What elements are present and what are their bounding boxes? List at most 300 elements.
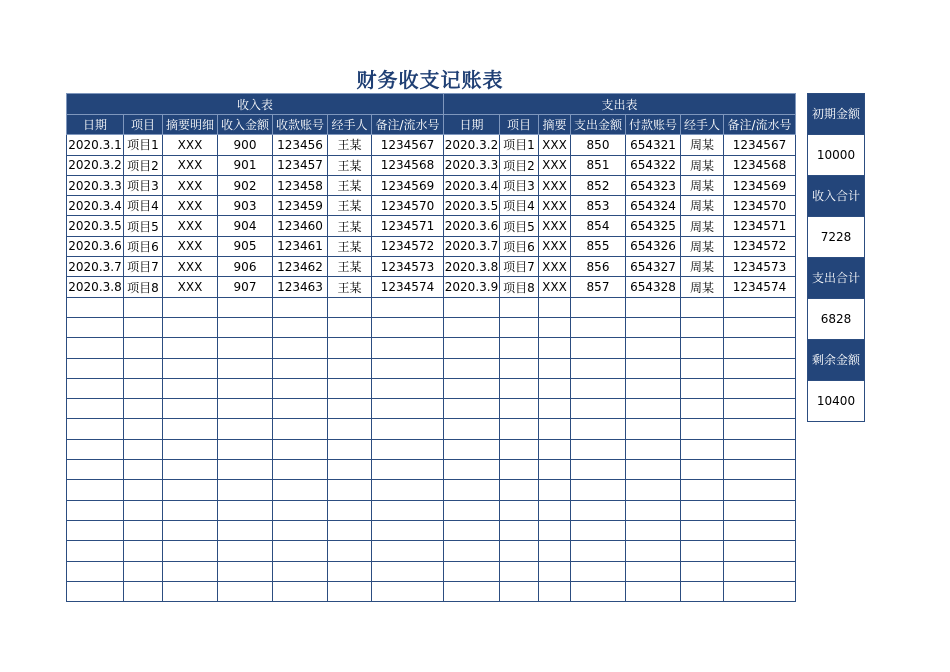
income-cell[interactable] [67,338,124,358]
expense-cell[interactable] [539,520,571,540]
income-cell[interactable] [218,297,273,317]
income-cell[interactable] [328,520,372,540]
income-cell[interactable] [67,378,124,398]
expense-cell[interactable] [681,358,724,378]
expense-cell[interactable] [571,338,626,358]
expense-cell[interactable]: 654322 [626,155,681,175]
expense-cell[interactable]: XXX [539,257,571,277]
expense-cell[interactable]: XXX [539,196,571,216]
income-cell[interactable] [328,561,372,581]
income-cell[interactable] [273,338,328,358]
expense-cell[interactable]: 654327 [626,257,681,277]
expense-cell[interactable] [681,399,724,419]
income-cell[interactable]: XXX [163,196,218,216]
income-cell[interactable] [328,399,372,419]
income-cell[interactable] [372,378,444,398]
income-cell[interactable] [273,317,328,337]
income-cell[interactable] [372,317,444,337]
expense-cell[interactable] [500,439,539,459]
income-cell[interactable] [163,581,218,601]
income-cell[interactable] [273,541,328,561]
expense-cell[interactable] [539,378,571,398]
expense-cell[interactable] [626,520,681,540]
income-cell[interactable] [67,561,124,581]
income-cell[interactable]: XXX [163,236,218,256]
income-cell[interactable] [67,358,124,378]
expense-cell[interactable]: 项目3 [500,175,539,195]
expense-cell[interactable] [500,480,539,500]
expense-cell[interactable]: 2020.3.4 [444,175,500,195]
expense-cell[interactable] [571,500,626,520]
expense-cell[interactable] [444,541,500,561]
income-cell[interactable]: 902 [218,175,273,195]
expense-cell[interactable]: XXX [539,236,571,256]
expense-cell[interactable]: 项目7 [500,257,539,277]
income-cell[interactable] [328,358,372,378]
income-cell[interactable]: 123458 [273,175,328,195]
expense-cell[interactable]: 654326 [626,236,681,256]
expense-cell[interactable] [724,399,796,419]
expense-cell[interactable] [444,561,500,581]
income-cell[interactable] [67,581,124,601]
income-cell[interactable] [372,541,444,561]
income-cell[interactable] [372,520,444,540]
income-cell[interactable] [163,338,218,358]
income-cell[interactable]: 2020.3.6 [67,236,124,256]
income-cell[interactable]: 1234570 [372,196,444,216]
income-cell[interactable] [273,500,328,520]
income-cell[interactable] [328,500,372,520]
income-cell[interactable] [372,500,444,520]
expense-cell[interactable] [626,480,681,500]
expense-cell[interactable]: 周某 [681,155,724,175]
expense-cell[interactable]: 856 [571,257,626,277]
expense-cell[interactable] [724,460,796,480]
expense-cell[interactable]: 项目8 [500,277,539,297]
income-cell[interactable] [273,297,328,317]
expense-cell[interactable] [571,520,626,540]
income-cell[interactable] [372,581,444,601]
expense-cell[interactable]: 654325 [626,216,681,236]
income-cell[interactable] [163,520,218,540]
expense-cell[interactable] [444,358,500,378]
expense-cell[interactable] [571,460,626,480]
expense-cell[interactable]: 1234573 [724,257,796,277]
expense-cell[interactable]: 2020.3.8 [444,257,500,277]
income-cell[interactable] [163,460,218,480]
expense-cell[interactable] [500,338,539,358]
income-total-value[interactable]: 7228 [808,217,864,258]
income-cell[interactable]: 项目7 [124,257,163,277]
income-cell[interactable] [67,541,124,561]
income-cell[interactable]: 123459 [273,196,328,216]
expense-cell[interactable]: 1234568 [724,155,796,175]
income-cell[interactable]: 王某 [328,135,372,155]
income-cell[interactable] [328,460,372,480]
expense-cell[interactable]: 857 [571,277,626,297]
expense-cell[interactable] [539,480,571,500]
expense-cell[interactable] [626,419,681,439]
income-cell[interactable] [124,338,163,358]
income-cell[interactable] [124,378,163,398]
income-cell[interactable] [163,317,218,337]
income-cell[interactable] [328,419,372,439]
income-cell[interactable]: XXX [163,277,218,297]
income-cell[interactable]: 900 [218,135,273,155]
income-cell[interactable] [163,419,218,439]
income-cell[interactable]: XXX [163,155,218,175]
income-cell[interactable] [124,439,163,459]
income-cell[interactable]: 2020.3.5 [67,216,124,236]
income-cell[interactable]: 123462 [273,257,328,277]
expense-cell[interactable] [539,500,571,520]
income-cell[interactable]: 王某 [328,155,372,175]
expense-cell[interactable] [444,378,500,398]
expense-cell[interactable] [539,419,571,439]
expense-cell[interactable]: 周某 [681,277,724,297]
expense-cell[interactable]: 2020.3.5 [444,196,500,216]
expense-cell[interactable] [724,480,796,500]
expense-cell[interactable] [681,520,724,540]
expense-cell[interactable] [626,500,681,520]
expense-cell[interactable]: XXX [539,155,571,175]
income-cell[interactable] [273,399,328,419]
expense-cell[interactable] [444,520,500,540]
expense-cell[interactable] [724,358,796,378]
expense-cell[interactable]: 2020.3.9 [444,277,500,297]
expense-cell[interactable] [500,500,539,520]
expense-cell[interactable] [724,541,796,561]
income-cell[interactable]: 1234574 [372,277,444,297]
expense-cell[interactable] [500,317,539,337]
expense-cell[interactable] [681,297,724,317]
expense-cell[interactable]: 项目6 [500,236,539,256]
income-cell[interactable]: 2020.3.2 [67,155,124,175]
income-cell[interactable] [163,561,218,581]
income-cell[interactable]: 1234569 [372,175,444,195]
income-cell[interactable] [218,439,273,459]
income-cell[interactable] [328,439,372,459]
income-cell[interactable] [372,338,444,358]
income-cell[interactable]: 王某 [328,216,372,236]
expense-cell[interactable] [626,297,681,317]
expense-cell[interactable] [724,439,796,459]
income-cell[interactable] [163,399,218,419]
expense-cell[interactable] [626,460,681,480]
income-cell[interactable] [124,581,163,601]
income-cell[interactable] [273,378,328,398]
income-cell[interactable] [124,561,163,581]
expense-cell[interactable] [571,581,626,601]
income-cell[interactable] [218,541,273,561]
expense-cell[interactable] [571,378,626,398]
income-cell[interactable] [372,460,444,480]
income-cell[interactable]: 904 [218,216,273,236]
income-cell[interactable]: 903 [218,196,273,216]
expense-cell[interactable] [724,419,796,439]
income-cell[interactable] [218,500,273,520]
expense-cell[interactable] [681,541,724,561]
expense-cell[interactable]: 654328 [626,277,681,297]
expense-cell[interactable] [724,338,796,358]
income-cell[interactable] [273,561,328,581]
income-cell[interactable]: 项目6 [124,236,163,256]
income-cell[interactable] [218,581,273,601]
expense-cell[interactable] [539,439,571,459]
income-cell[interactable]: 项目5 [124,216,163,236]
expense-cell[interactable] [539,581,571,601]
expense-cell[interactable]: 项目1 [500,135,539,155]
expense-cell[interactable] [571,439,626,459]
expense-cell[interactable]: 周某 [681,175,724,195]
expense-cell[interactable] [724,500,796,520]
income-cell[interactable] [67,460,124,480]
expense-cell[interactable]: XXX [539,135,571,155]
expense-cell[interactable] [626,439,681,459]
income-cell[interactable] [163,480,218,500]
income-cell[interactable] [124,317,163,337]
expense-cell[interactable] [500,520,539,540]
income-cell[interactable] [328,581,372,601]
income-cell[interactable] [124,520,163,540]
expense-cell[interactable] [539,317,571,337]
expense-cell[interactable] [539,561,571,581]
income-cell[interactable]: 123460 [273,216,328,236]
expense-cell[interactable] [500,541,539,561]
expense-cell[interactable] [681,338,724,358]
expense-cell[interactable]: 1234569 [724,175,796,195]
expense-cell[interactable] [539,297,571,317]
income-cell[interactable] [67,317,124,337]
expense-cell[interactable] [681,581,724,601]
income-cell[interactable] [163,500,218,520]
income-cell[interactable] [67,419,124,439]
income-cell[interactable] [67,297,124,317]
income-cell[interactable] [218,480,273,500]
income-cell[interactable]: XXX [163,257,218,277]
expense-cell[interactable] [626,317,681,337]
income-cell[interactable] [124,541,163,561]
expense-cell[interactable] [571,561,626,581]
expense-cell[interactable] [500,297,539,317]
expense-cell[interactable] [539,460,571,480]
income-cell[interactable]: 123461 [273,236,328,256]
income-cell[interactable]: 2020.3.3 [67,175,124,195]
expense-cell[interactable]: 2020.3.2 [444,135,500,155]
expense-cell[interactable] [571,297,626,317]
income-cell[interactable] [328,297,372,317]
income-cell[interactable]: 1234572 [372,236,444,256]
expense-cell[interactable] [626,561,681,581]
expense-cell[interactable] [681,500,724,520]
income-cell[interactable]: 123457 [273,155,328,175]
income-cell[interactable] [124,358,163,378]
expense-cell[interactable] [539,541,571,561]
income-cell[interactable] [273,480,328,500]
expense-cell[interactable] [681,317,724,337]
expense-cell[interactable]: 853 [571,196,626,216]
income-cell[interactable] [124,460,163,480]
income-cell[interactable] [163,297,218,317]
remaining-balance-value[interactable]: 10400 [808,381,864,422]
expense-cell[interactable]: XXX [539,175,571,195]
expense-cell[interactable] [681,419,724,439]
expense-cell[interactable] [444,399,500,419]
income-cell[interactable] [273,460,328,480]
income-cell[interactable] [163,439,218,459]
income-cell[interactable] [372,419,444,439]
expense-cell[interactable]: 850 [571,135,626,155]
expense-cell[interactable]: 项目4 [500,196,539,216]
expense-cell[interactable]: 2020.3.6 [444,216,500,236]
expense-cell[interactable]: 周某 [681,135,724,155]
expense-cell[interactable] [444,338,500,358]
income-cell[interactable]: 项目8 [124,277,163,297]
expense-cell[interactable] [724,561,796,581]
income-cell[interactable]: 1234567 [372,135,444,155]
expense-cell[interactable]: XXX [539,277,571,297]
expense-cell[interactable] [626,338,681,358]
expense-cell[interactable] [571,317,626,337]
income-cell[interactable]: 项目1 [124,135,163,155]
income-cell[interactable] [67,520,124,540]
income-cell[interactable] [273,419,328,439]
income-cell[interactable] [273,358,328,378]
income-cell[interactable] [124,500,163,520]
expense-cell[interactable] [626,358,681,378]
income-cell[interactable] [372,399,444,419]
expense-cell[interactable] [539,399,571,419]
income-cell[interactable]: 901 [218,155,273,175]
income-cell[interactable] [328,378,372,398]
expense-total-value[interactable]: 6828 [808,299,864,340]
expense-cell[interactable] [724,581,796,601]
income-cell[interactable] [328,480,372,500]
income-cell[interactable] [124,399,163,419]
income-cell[interactable]: 2020.3.4 [67,196,124,216]
income-cell[interactable] [273,581,328,601]
expense-cell[interactable] [626,378,681,398]
expense-cell[interactable] [444,297,500,317]
expense-cell[interactable]: 852 [571,175,626,195]
expense-cell[interactable]: 周某 [681,257,724,277]
expense-cell[interactable]: 项目2 [500,155,539,175]
income-cell[interactable] [372,480,444,500]
income-cell[interactable] [273,439,328,459]
income-cell[interactable] [124,480,163,500]
expense-cell[interactable]: 1234571 [724,216,796,236]
expense-cell[interactable]: 854 [571,216,626,236]
income-cell[interactable] [218,399,273,419]
income-cell[interactable] [328,338,372,358]
income-cell[interactable] [218,460,273,480]
income-cell[interactable]: XXX [163,135,218,155]
income-cell[interactable]: 王某 [328,236,372,256]
expense-cell[interactable]: 1234572 [724,236,796,256]
income-cell[interactable]: XXX [163,216,218,236]
income-cell[interactable] [218,520,273,540]
expense-cell[interactable] [724,297,796,317]
expense-cell[interactable]: 2020.3.3 [444,155,500,175]
expense-cell[interactable] [444,419,500,439]
expense-cell[interactable] [500,460,539,480]
income-cell[interactable]: 项目2 [124,155,163,175]
income-cell[interactable] [218,358,273,378]
expense-cell[interactable]: 周某 [681,216,724,236]
income-cell[interactable] [372,297,444,317]
expense-cell[interactable]: 1234570 [724,196,796,216]
income-cell[interactable]: 123456 [273,135,328,155]
expense-cell[interactable]: 1234574 [724,277,796,297]
income-cell[interactable] [273,520,328,540]
expense-cell[interactable] [626,581,681,601]
income-cell[interactable] [67,500,124,520]
expense-cell[interactable] [681,439,724,459]
income-cell[interactable] [124,297,163,317]
income-cell[interactable] [218,419,273,439]
income-cell[interactable] [218,378,273,398]
income-cell[interactable] [218,338,273,358]
income-cell[interactable] [163,378,218,398]
income-cell[interactable] [328,317,372,337]
expense-cell[interactable] [571,419,626,439]
expense-cell[interactable] [444,317,500,337]
expense-cell[interactable] [724,378,796,398]
expense-cell[interactable] [681,378,724,398]
income-cell[interactable]: XXX [163,175,218,195]
expense-cell[interactable] [724,520,796,540]
income-cell[interactable]: 2020.3.8 [67,277,124,297]
income-cell[interactable]: 1234571 [372,216,444,236]
income-cell[interactable]: 123463 [273,277,328,297]
income-cell[interactable] [67,399,124,419]
expense-cell[interactable]: 654323 [626,175,681,195]
income-cell[interactable] [163,358,218,378]
expense-cell[interactable]: 654324 [626,196,681,216]
expense-cell[interactable]: 1234567 [724,135,796,155]
income-cell[interactable]: 项目3 [124,175,163,195]
income-cell[interactable] [372,561,444,581]
expense-cell[interactable]: 周某 [681,236,724,256]
expense-cell[interactable] [500,561,539,581]
expense-cell[interactable] [626,541,681,561]
expense-cell[interactable]: 851 [571,155,626,175]
expense-cell[interactable] [681,460,724,480]
income-cell[interactable]: 1234568 [372,155,444,175]
income-cell[interactable]: 王某 [328,196,372,216]
expense-cell[interactable]: 855 [571,236,626,256]
income-cell[interactable]: 王某 [328,175,372,195]
income-cell[interactable]: 王某 [328,277,372,297]
income-cell[interactable]: 项目4 [124,196,163,216]
expense-cell[interactable] [681,561,724,581]
income-cell[interactable]: 王某 [328,257,372,277]
income-cell[interactable] [218,561,273,581]
expense-cell[interactable] [500,581,539,601]
income-cell[interactable]: 1234573 [372,257,444,277]
expense-cell[interactable] [626,399,681,419]
expense-cell[interactable]: 周某 [681,196,724,216]
expense-cell[interactable] [500,358,539,378]
income-cell[interactable] [67,439,124,459]
expense-cell[interactable]: 项目5 [500,216,539,236]
expense-cell[interactable] [444,460,500,480]
expense-cell[interactable] [571,358,626,378]
income-cell[interactable]: 905 [218,236,273,256]
expense-cell[interactable] [571,541,626,561]
income-cell[interactable] [67,480,124,500]
income-cell[interactable] [372,439,444,459]
